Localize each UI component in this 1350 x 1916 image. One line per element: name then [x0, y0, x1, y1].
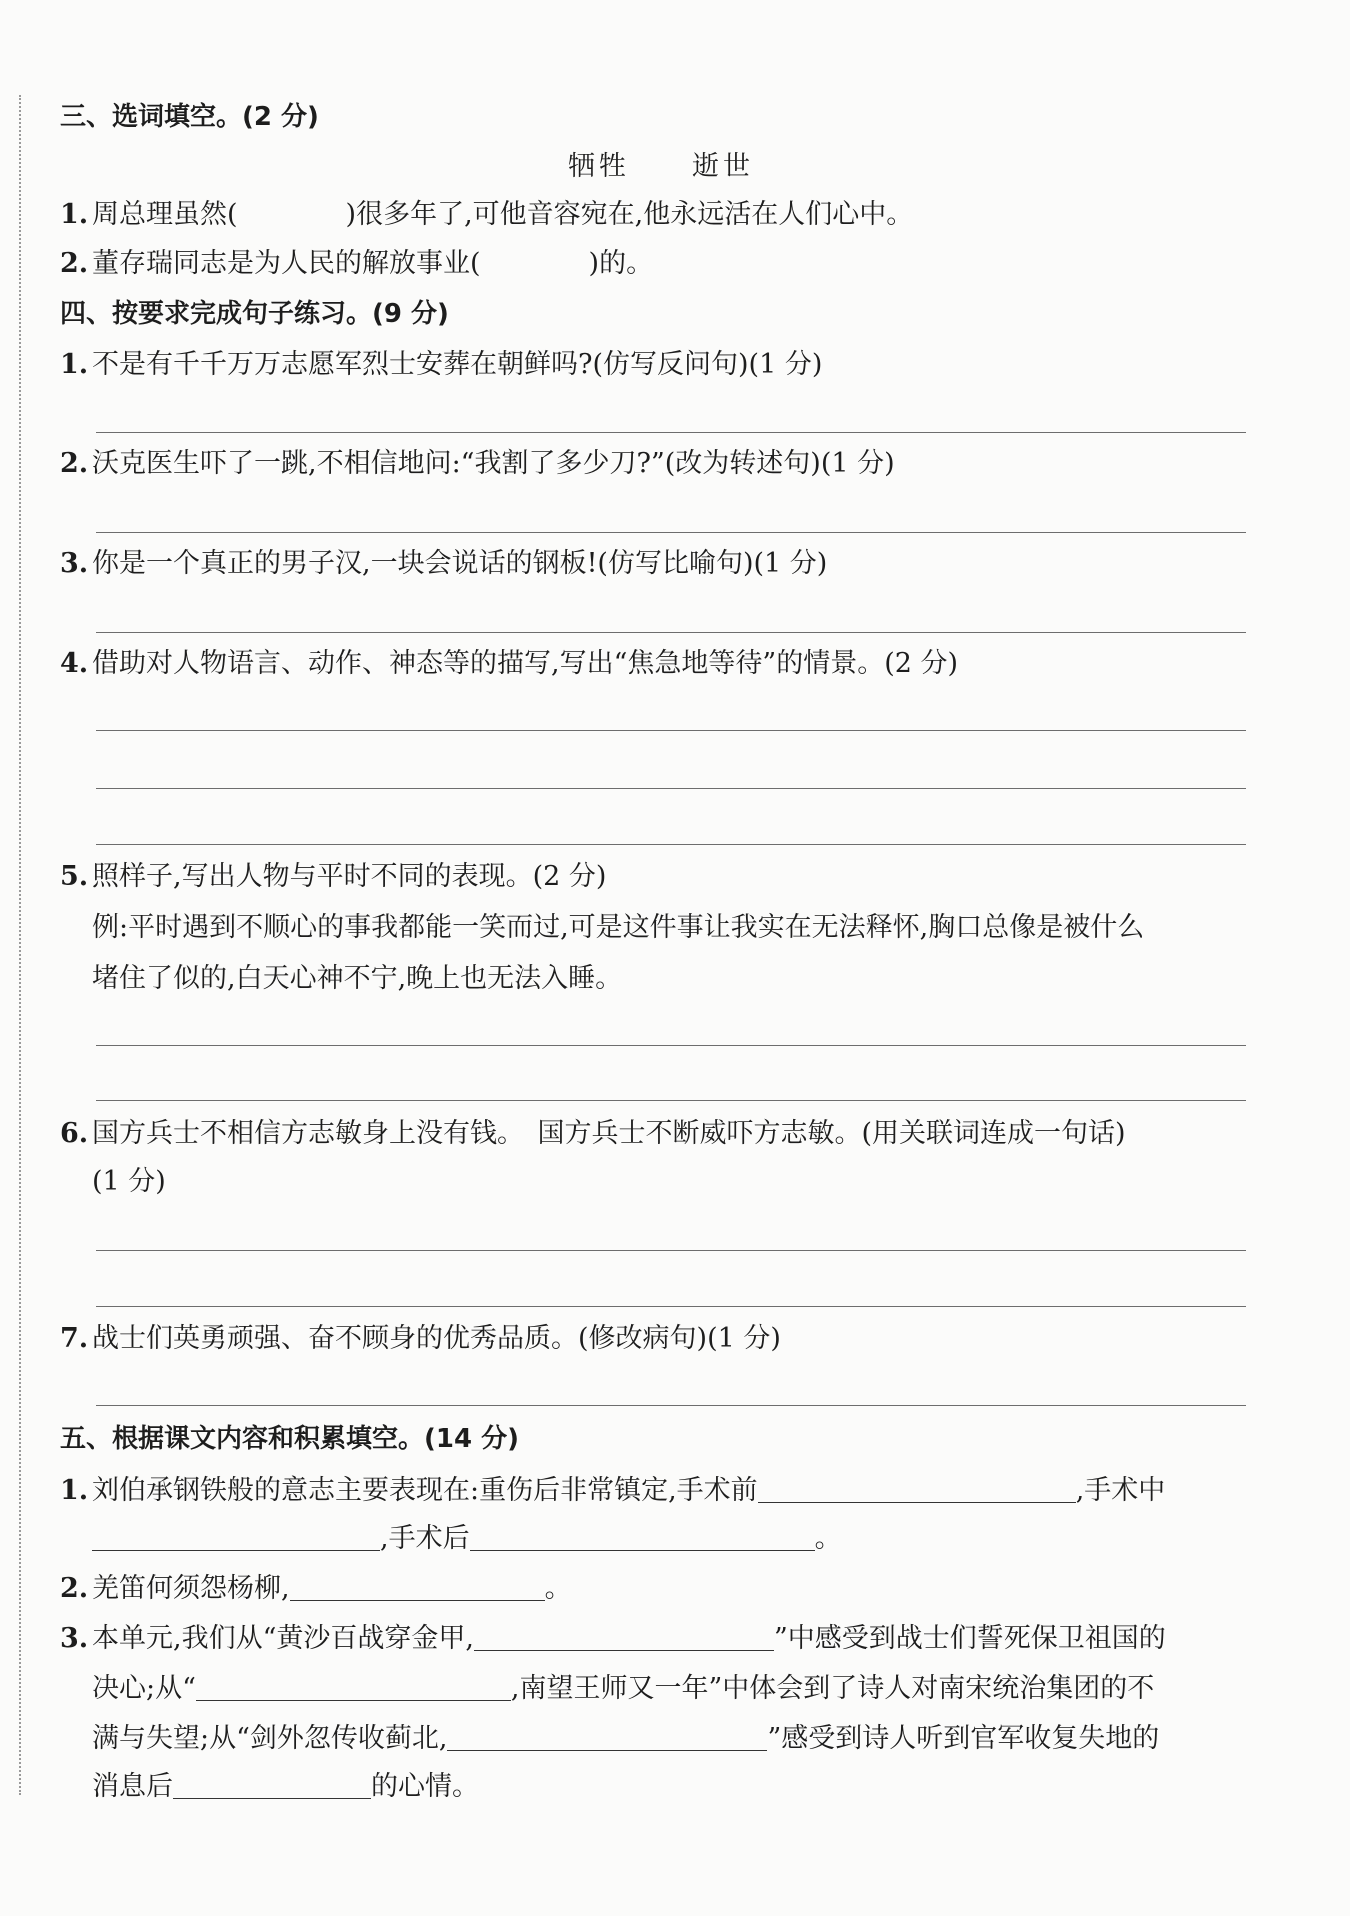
question-number: 1. — [60, 199, 89, 230]
answer-line[interactable] — [96, 788, 1246, 789]
fill-blank[interactable] — [470, 1524, 815, 1551]
s5-question-1-line-1 — [60, 1474, 1165, 1508]
question-text: 羌笛何须怨杨柳, — [92, 1573, 290, 1604]
fill-blank[interactable] — [290, 1574, 545, 1601]
example-line-1: 例:平时遇到不顺心的事我都能一笑而过,可是这件事让我实在无法释怀,胸口总像是被什么 — [92, 912, 1145, 943]
s4-question-1 — [60, 348, 822, 382]
fill-blank[interactable] — [474, 1624, 774, 1651]
fill-blank[interactable] — [196, 1674, 511, 1701]
s4-question-5 — [60, 860, 606, 894]
question-number: 2. — [60, 248, 89, 279]
answer-line[interactable] — [96, 532, 1246, 533]
answer-line[interactable] — [96, 632, 1246, 633]
question-number: 4. — [60, 648, 89, 679]
question-text: 国方兵士不相信方志敏身上没有钱。 国方兵士不断威吓方志敏。(用关联词连成一句话) — [92, 1118, 1126, 1149]
answer-line[interactable] — [96, 1100, 1246, 1101]
question-text: 刘伯承钢铁般的意志主要表现在:重伤后非常镇定,手术前 — [92, 1475, 758, 1506]
question-text: ”感受到诗人听到官军收复失地的 — [767, 1723, 1160, 1754]
s4-question-3 — [60, 547, 827, 581]
question-number: 1. — [60, 349, 89, 380]
s4-question-7 — [60, 1322, 781, 1356]
s4-question-6 — [60, 1117, 1126, 1151]
question-number: 6. — [60, 1118, 89, 1149]
question-number: 5. — [60, 861, 89, 892]
question-text: 借助对人物语言、动作、神态等的描写,写出“焦急地等待”的情景。(2 分) — [92, 648, 959, 679]
fill-blank[interactable] — [173, 1772, 371, 1799]
question-text: 不是有千千万万志愿军烈士安葬在朝鲜吗?(仿写反问句)(1 分) — [92, 349, 823, 380]
question-text: 。 — [814, 1523, 842, 1554]
example-line-2: 堵住了似的,白天心神不宁,晚上也无法入睡。 — [92, 963, 623, 994]
question-text: 。 — [544, 1573, 572, 1604]
fill-blank[interactable] — [447, 1724, 767, 1751]
answer-line[interactable] — [96, 1250, 1246, 1251]
binding-margin-line — [19, 95, 21, 1795]
section-4-title: 四、按要求完成句子练习。(9 分) — [60, 299, 449, 329]
answer-line[interactable] — [96, 1045, 1246, 1046]
question-number: 3. — [60, 1623, 89, 1654]
question-text: 沃克医生吓了一跳,不相信地问:“我割了多少刀?”(改为转述句)(1 分) — [92, 448, 895, 479]
question-number: 2. — [60, 448, 89, 479]
word-choices: 牺牲 逝世 — [568, 151, 754, 182]
question-number: 2. — [60, 1573, 89, 1604]
s5-question-1-line-2 — [92, 1522, 842, 1556]
fill-blank[interactable] — [92, 1524, 380, 1551]
question-text: 决心;从“ — [92, 1673, 196, 1704]
question-number: 7. — [60, 1323, 89, 1354]
question-number: 3. — [60, 548, 89, 579]
question-text: ”中感受到战士们誓死保卫祖国的 — [773, 1623, 1166, 1654]
question-text: 消息后 — [92, 1771, 173, 1802]
question-text: 本单元,我们从“黄沙百战穿金甲, — [92, 1623, 474, 1654]
question-text: 的心情。 — [371, 1771, 479, 1802]
question-text: 董存瑞同志是为人民的解放事业( )的。 — [92, 248, 654, 279]
answer-line[interactable] — [96, 844, 1246, 845]
s3-question-1 — [60, 198, 913, 232]
section-3-title: 三、选词填空。(2 分) — [60, 102, 319, 132]
question-text: 战士们英勇顽强、奋不顾身的优秀品质。(修改病句)(1 分) — [92, 1323, 781, 1354]
answer-line[interactable] — [96, 432, 1246, 433]
s5-question-3-line-4 — [92, 1770, 479, 1804]
question-text: ,手术后 — [380, 1523, 470, 1554]
question-number: 1. — [60, 1475, 89, 1506]
question-text: 周总理虽然( )很多年了,可他音容宛在,他永远活在人们心中。 — [92, 199, 914, 230]
answer-line[interactable] — [96, 730, 1246, 731]
s5-question-2 — [60, 1572, 572, 1606]
section-5-title: 五、根据课文内容和积累填空。(14 分) — [60, 1424, 519, 1454]
s5-question-3-line-3 — [92, 1722, 1159, 1756]
s3-question-2 — [60, 247, 653, 281]
answer-line[interactable] — [96, 1405, 1246, 1406]
question-text: ,手术中 — [1075, 1475, 1166, 1506]
question-text: 你是一个真正的男子汉,一块会说话的钢板!(仿写比喻句)(1 分) — [92, 548, 828, 579]
question-text: 满与失望;从“剑外忽传收蓟北, — [92, 1723, 448, 1754]
answer-line[interactable] — [96, 1306, 1246, 1307]
s4-question-4 — [60, 647, 958, 681]
fill-blank[interactable] — [758, 1476, 1076, 1503]
s5-question-3-line-1 — [60, 1622, 1166, 1656]
question-text: 照样子,写出人物与平时不同的表现。(2 分) — [92, 861, 607, 892]
s5-question-3-line-2 — [92, 1672, 1154, 1706]
question-score: (1 分) — [92, 1166, 166, 1197]
s4-question-2 — [60, 447, 895, 481]
question-text: ,南望王师又一年”中体会到了诗人对南宋统治集团的不 — [510, 1673, 1155, 1704]
